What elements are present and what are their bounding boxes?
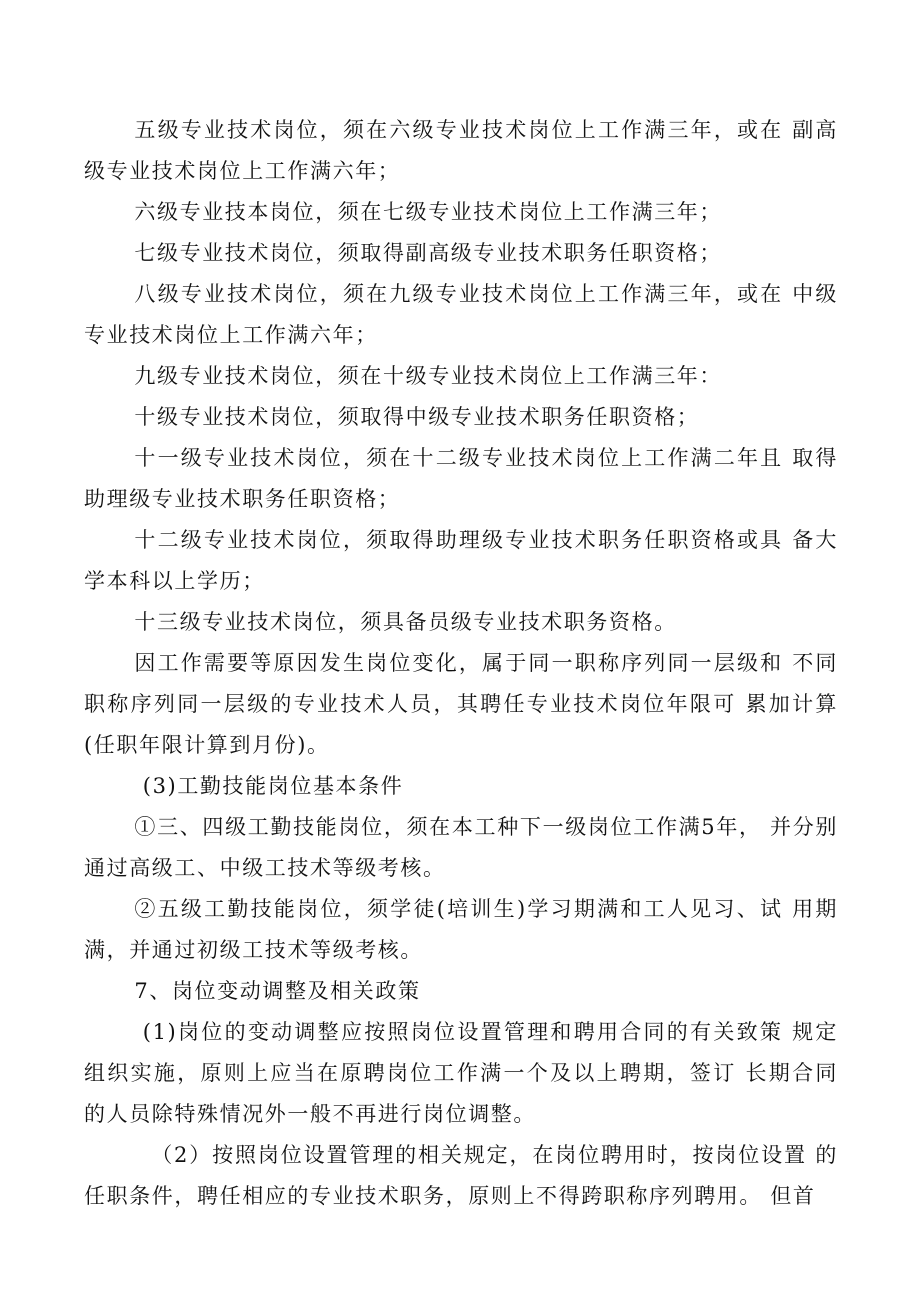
section-heading-post-adjustment: 7、岗位变动调整及相关政策 <box>134 979 421 1003</box>
paragraph-post-change: 因工作需要等原因发生岗位变化，属于同一职称序列同一层级和 不同职称序列同一层级的专业技术人员，其聘任专业技术岗位年限可 累加计算(任职年限计算到月份)。 <box>84 651 838 757</box>
paragraph-level12: 十二级专业技术岗位，须取得助理级专业技术职务任职资格或具 备大学本科以上学历； <box>84 528 838 593</box>
paragraph-level11: 十一级专业技术岗位，须在十二级专业技术岗位上工作满二年且 取得助理级专业技术职务任职资格； <box>84 446 838 511</box>
paragraph-worker-level3-4: ①三、四级工勤技能岗位，须在本工种下一级岗位工作满5年， 并分别通过高级工、中级工技术等级考核。 <box>84 815 838 880</box>
section-heading-worker-conditions: (3)工勤技能岗位基本条件 <box>142 774 404 798</box>
paragraph-level9: 九级专业技术岗位，须在十级专业技术岗位上工作满三年： <box>134 364 722 388</box>
paragraph-level6: 六级专业技本岗位，须在七级专业技术岗位上工作满三年； <box>134 200 722 224</box>
paragraph-level13: 十三级专业技术岗位，须具备员级专业技术职务资格。 <box>134 610 677 634</box>
paragraph-worker-level5: ②五级工勤技能岗位，须学徒(培训生)学习期满和工人见习、试 用期满，并通过初级工技术等级考核。 <box>84 897 838 962</box>
paragraph-adjustment-1: (1)岗位的变动调整应按照岗位设置管理和聘用合同的有关致策 规定组织实施，原则上应当在原聘岗位工作满一个及以上聘期，签订 长期合同的人员除特殊情况外一般不再进行岗位调整。 <box>84 1020 838 1126</box>
paragraph-level10: 十级专业技术岗位，须取得中级专业技术职务任职资格； <box>134 405 700 429</box>
paragraph-level7: 七级专业技术岗位，须取得副高级专业技术职务任职资格； <box>134 241 722 265</box>
paragraph-level8: 八级专业技术岗位，须在九级专业技术岗位上工作满三年，或在 中级专业技术岗位上工作满六年； <box>84 282 838 347</box>
paragraph-adjustment-2: （2）按照岗位设置管理的相关规定，在岗位聘用时，按岗位设置 的任职条件，聘任相应的专业技术职务，原则上不得跨职称序列聘用。 但首 <box>84 1143 838 1208</box>
paragraph-level5: 五级专业技术岗位，须在六级专业技术岗位上工作满三年，或在 副高级专业技术岗位上工作满六年； <box>84 118 838 183</box>
